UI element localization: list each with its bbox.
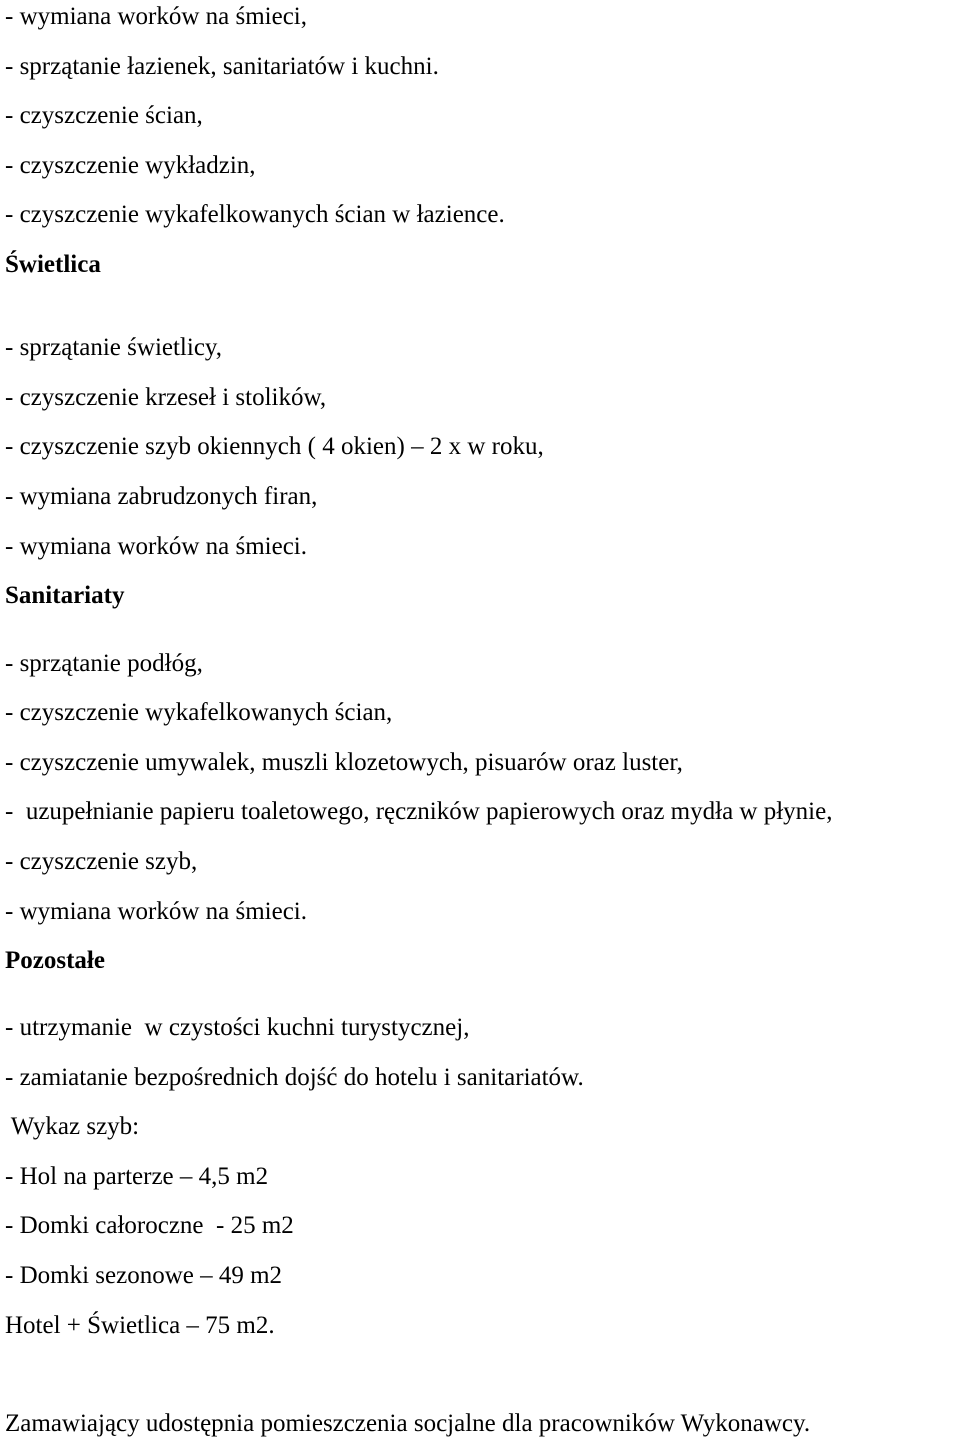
list-item: - sprzątanie świetlicy,: [5, 334, 223, 361]
list-item: - uzupełnianie papieru toaletowego, ręczników papierowych oraz mydła w płynie,: [5, 798, 833, 825]
list-item: - czyszczenie krzeseł i stolików,: [5, 384, 327, 411]
list-item: - wymiana worków na śmieci.: [5, 898, 308, 925]
windows-heading: Wykaz szyb:: [5, 1113, 140, 1140]
list-item: - Domki całoroczne - 25 m2: [5, 1212, 294, 1239]
list-item: - sprzątanie łazienek, sanitariatów i kuchni.: [5, 53, 439, 80]
list-item: - czyszczenie umywalek, muszli klozetowych, pisuarów oraz luster,: [5, 749, 683, 776]
list-item: - wymiana worków na śmieci,: [5, 3, 308, 30]
footer-note: Zamawiający udostępnia pomieszczenia socjalne dla pracowników Wykonawcy.: [5, 1410, 811, 1437]
list-item: - czyszczenie szyb,: [5, 848, 198, 875]
list-item: - czyszczenie wykładzin,: [5, 152, 256, 179]
list-item: - czyszczenie ścian,: [5, 102, 203, 129]
list-item: Hotel + Świetlica – 75 m2.: [5, 1312, 275, 1339]
list-item: - wymiana zabrudzonych firan,: [5, 483, 318, 510]
list-item: - czyszczenie wykafelkowanych ścian w łazience.: [5, 201, 505, 228]
list-item: - czyszczenie szyb okiennych ( 4 okien) – 2 x w roku,: [5, 433, 544, 460]
list-item: - wymiana worków na śmieci.: [5, 533, 308, 560]
section-heading-swietlica: Świetlica: [5, 251, 101, 278]
list-item: - Domki sezonowe – 49 m2: [5, 1262, 283, 1289]
list-item: - zamiatanie bezpośrednich dojść do hotelu i sanitariatów.: [5, 1064, 584, 1091]
list-item: - czyszczenie wykafelkowanych ścian,: [5, 699, 393, 726]
list-item: - utrzymanie w czystości kuchni turystycznej,: [5, 1014, 470, 1041]
section-heading-sanitariaty: Sanitariaty: [5, 582, 125, 609]
section-heading-pozostale: Pozostałe: [5, 947, 105, 974]
list-item: - Hol na parterze – 4,5 m2: [5, 1163, 269, 1190]
list-item: - sprzątanie podłóg,: [5, 650, 203, 677]
